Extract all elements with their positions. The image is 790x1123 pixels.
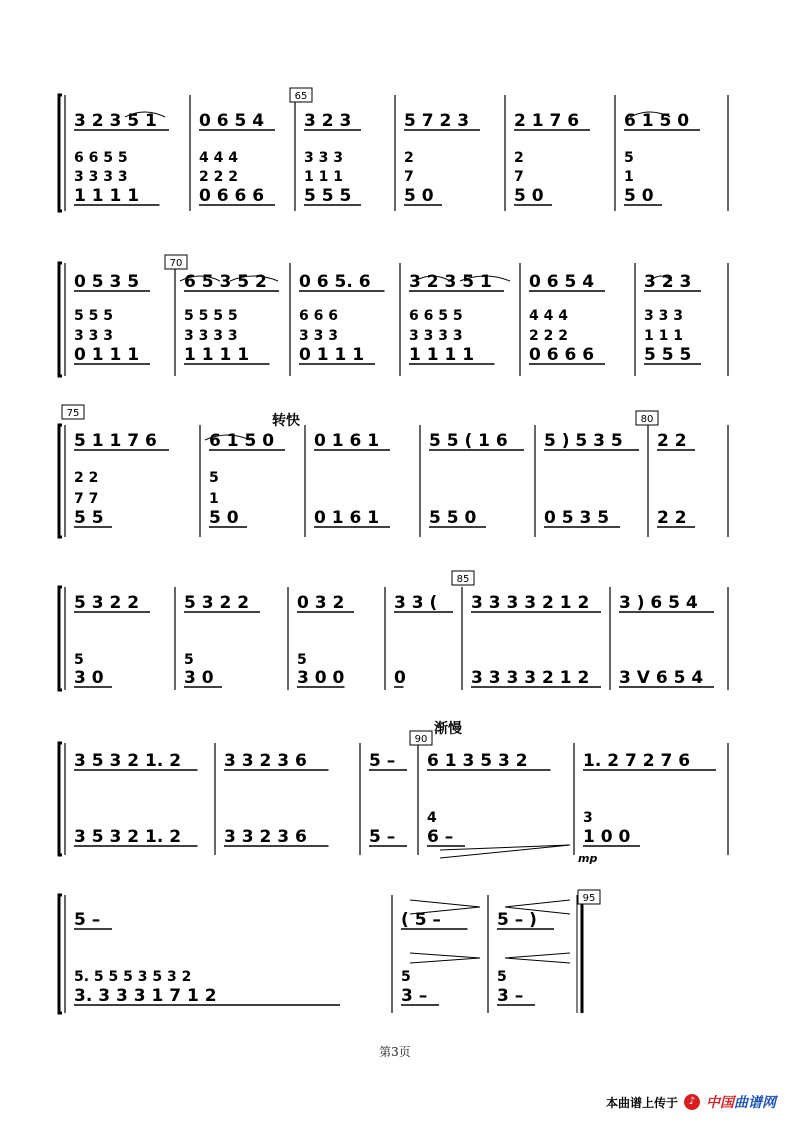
measure-notes: 3 V 6 5 4 [619, 668, 704, 688]
measure-notes: 5 1 1 7 6 [74, 431, 157, 451]
measure-notes: 1 1 1 [304, 169, 343, 185]
system-bracket [59, 425, 62, 537]
measure-notes: 1 1 1 1 [74, 186, 140, 206]
measure-notes: 3 3 3 3 [184, 328, 238, 344]
measure-notes: 0 5 3 5 [544, 508, 610, 528]
dynamic-mp: mp [578, 852, 598, 865]
measure-notes: 0 3 2 [297, 593, 345, 613]
measure-notes: 1. 2 7 2 7 6 [583, 751, 691, 771]
measure-notes: 5 [401, 969, 411, 985]
measure-notes: 5 [209, 470, 219, 486]
measure-notes: 0 6 6 6 [199, 186, 265, 206]
measure-notes: 3 3 3 3 2 1 2 [471, 668, 590, 688]
measure-notes: 5 [497, 969, 507, 985]
rehearsal-mark [636, 411, 658, 425]
measure-notes: 6 5 3 5 2 [184, 272, 267, 292]
svg-text:80: 80 [640, 414, 654, 425]
measure-notes: 5 5 5 [74, 308, 113, 324]
system-bracket [59, 895, 62, 1013]
measure-notes: 3 5 3 2 1. 2 [74, 827, 182, 847]
measure-notes: 6 6 6 [299, 308, 338, 324]
rehearsal-mark [452, 571, 474, 585]
svg-text:85: 85 [456, 574, 470, 585]
measure-notes: 3 ) 6 5 4 [619, 593, 698, 613]
tempo-slower-label: 渐慢 [434, 721, 462, 737]
measure-notes: 3 3 3 [74, 328, 113, 344]
system-bracket [59, 587, 62, 690]
measure-notes: 4 4 4 [529, 308, 568, 324]
measure-notes: 2 2 2 [529, 328, 568, 344]
score-system [59, 263, 728, 376]
measure-notes: 5 5 5 [304, 186, 352, 206]
system-bracket [59, 95, 62, 211]
measure-notes: 7 [404, 169, 414, 185]
measure-notes: 3 2 3 5 1 [409, 272, 492, 292]
measure-notes: 0 5 3 5 [74, 272, 140, 292]
measure-notes: 5 5 5 5 [184, 308, 238, 324]
credit-text: 本曲谱上传于 [605, 1095, 678, 1110]
rehearsal-mark [62, 405, 84, 419]
measure-notes: 2 1 7 6 [514, 111, 580, 131]
score-system [59, 587, 728, 690]
measure-notes: 3 3 3 [304, 150, 343, 166]
measure-notes: 3 5 3 2 1. 2 [74, 751, 182, 771]
measure-notes: 0 6 5 4 [199, 111, 265, 131]
measure-notes: 7 [514, 169, 524, 185]
measure-notes: 1 [624, 169, 634, 185]
svg-text:70: 70 [169, 258, 183, 269]
decrescendo-hairpin [410, 953, 480, 963]
measure-notes: 5 0 [624, 186, 654, 206]
measure-notes: 0 1 6 1 [314, 431, 380, 451]
measure-notes: 3 3 3 3 [74, 169, 128, 185]
measure-notes: 5 – ) [497, 910, 537, 930]
site-logo-text: 中国曲谱网 [706, 1095, 776, 1111]
measure-notes: 6 1 5 0 [209, 431, 275, 451]
score-system [59, 743, 728, 855]
measure-notes: 3 – [401, 986, 428, 1006]
measure-notes: 3 0 [74, 668, 104, 688]
page-number: 第3页 [379, 1045, 411, 1059]
measure-notes: 0 1 1 1 [74, 345, 140, 365]
crescendo-hairpin [505, 953, 570, 963]
measure-notes: 3 0 [184, 668, 214, 688]
measure-notes: 5 5 0 [429, 508, 477, 528]
measure-notes: 5 [74, 652, 84, 668]
measure-notes: 3. 3 3 3 1 7 1 2 [74, 986, 217, 1006]
measure-notes: 2 2 [657, 431, 687, 451]
measure-notes: 4 [427, 810, 437, 826]
measure-notes: 2 2 [657, 508, 687, 528]
measure-notes: 5 – [74, 910, 101, 930]
measure-notes: 3 2 3 5 1 [74, 111, 157, 131]
measure-notes: 1 [209, 491, 219, 507]
measure-notes: 5 3 2 2 [74, 593, 140, 613]
measure-notes: 1 1 1 1 [409, 345, 475, 365]
measure-notes: 3 3 3 [299, 328, 338, 344]
svg-text:65: 65 [294, 91, 308, 102]
measure-notes: 3 3 2 3 6 [224, 751, 307, 771]
site-logo-icon: ♪ [684, 1094, 700, 1110]
rehearsal-mark [165, 255, 187, 269]
measure-notes: 3 3 ( [394, 593, 438, 613]
measure-notes: 3 3 3 3 [409, 328, 463, 344]
score-system [59, 95, 728, 211]
measure-notes: 5 7 2 3 [404, 111, 470, 131]
measure-notes: 6 6 5 5 [409, 308, 463, 324]
measure-notes: 4 4 4 [199, 150, 238, 166]
rehearsal-mark [578, 890, 600, 904]
measure-notes: 5 [297, 652, 307, 668]
upload-credit [606, 1092, 776, 1112]
measure-notes: 6 1 5 0 [624, 111, 690, 131]
measure-notes: 2 2 2 [199, 169, 238, 185]
measure-notes: 3 3 3 3 2 1 2 [471, 593, 590, 613]
measure-notes: 5 [624, 150, 634, 166]
rehearsal-mark [410, 731, 432, 745]
measure-notes: 6 6 5 5 [74, 150, 128, 166]
measure-notes: 1 1 1 [644, 328, 683, 344]
measure-notes: 2 [404, 150, 414, 166]
measure-notes: 5 ) 5 3 5 [544, 431, 623, 451]
measure-notes: 1 0 0 [583, 827, 631, 847]
measure-notes: 0 1 1 1 [299, 345, 365, 365]
measure-notes: 6 1 3 5 3 2 [427, 751, 528, 771]
score-system [59, 425, 728, 537]
measure-notes: 3 [583, 810, 593, 826]
measure-notes: 3 3 2 3 6 [224, 827, 307, 847]
measure-notes: 5 0 [404, 186, 434, 206]
measure-notes: 5 5 [74, 508, 104, 528]
measure-notes: 5 0 [514, 186, 544, 206]
measure-notes: 5 – [369, 751, 396, 771]
measure-notes: 3 0 0 [297, 668, 345, 688]
measure-notes: 3 2 3 [644, 272, 692, 292]
system-bracket [59, 743, 62, 855]
measure-notes: 3 3 3 [644, 308, 683, 324]
measure-notes: ( 5 – [401, 910, 441, 930]
svg-text:75: 75 [66, 408, 80, 419]
svg-text:90: 90 [414, 734, 428, 745]
measure-notes: 3 2 3 [304, 111, 352, 131]
measure-notes: 5 [184, 652, 194, 668]
measure-notes: 0 1 6 1 [314, 508, 380, 528]
measure-notes: 5 5 ( 1 6 [429, 431, 508, 451]
measure-notes: 5 3 2 2 [184, 593, 250, 613]
measure-notes: 5 0 [209, 508, 239, 528]
rehearsal-mark [290, 88, 312, 102]
measure-notes: 2 [514, 150, 524, 166]
measure-notes: 5. 5 5 5 3 5 3 2 [74, 969, 192, 985]
measure-notes: 0 6 6 6 [529, 345, 595, 365]
measure-notes: 0 6 5. 6 [299, 272, 371, 292]
measure-notes: 0 [394, 668, 406, 688]
tempo-faster-label: 转快 [272, 413, 300, 429]
svg-text:95: 95 [582, 893, 596, 904]
measure-notes: 2 2 [74, 470, 99, 486]
measure-notes: 0 6 5 4 [529, 272, 595, 292]
score-system [59, 895, 582, 1013]
system-bracket [59, 263, 62, 376]
measure-notes: 7 7 [74, 491, 99, 507]
measure-notes: 5 – [369, 827, 396, 847]
hairpin [440, 845, 570, 858]
measure-notes: 3 – [497, 986, 524, 1006]
measure-notes: 6 – [427, 827, 454, 847]
measure-notes: 1 1 1 1 [184, 345, 250, 365]
measure-notes: 5 5 5 [644, 345, 692, 365]
